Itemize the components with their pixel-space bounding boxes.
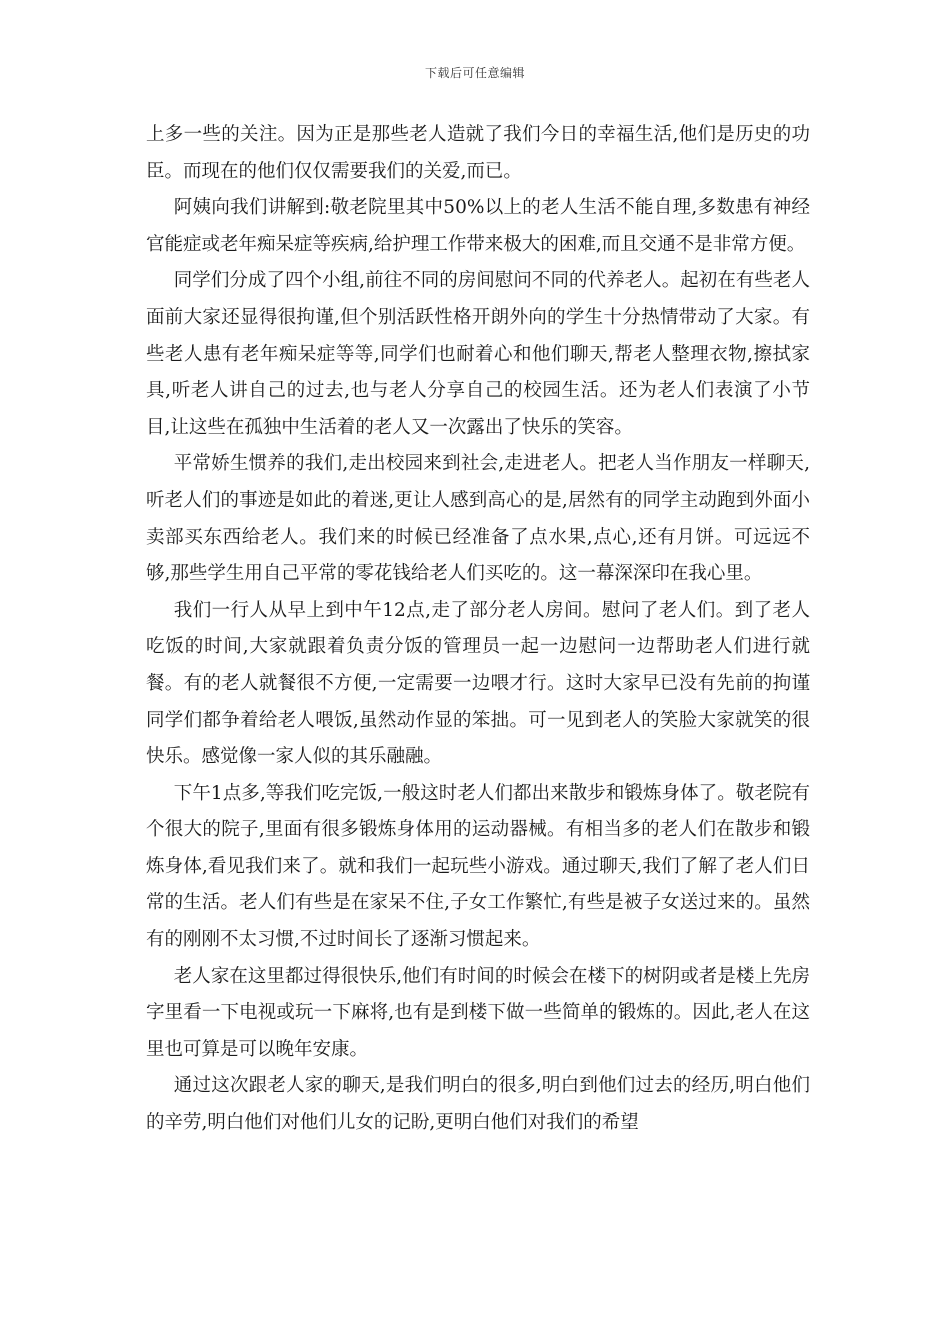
page-header: 下载后可任意编辑 bbox=[424, 66, 525, 80]
paragraph-6: 下午1点多,等我们吃完饭,一般这时老人们都出来散步和锻炼身体了。敬老院有个很大的院子,里面有很多锻炼身体用的运动器械。有相当多的老人们在散步和锻炼身体,看见我们来了。就和我们一起玩些小游戏。通过聊天,我们了解了老人们日常的生活。老人们有些是在家呆不住,子女工作繁忙,有些是被子女送过来的。虽然有的刚刚不太习惯,不过时间长了逐渐习惯起来。 bbox=[146, 782, 810, 951]
document-body bbox=[146, 117, 810, 1142]
paragraph-8: 通过这次跟老人家的聊天,是我们明白的很多,明白到他们过去的经历,明白他们的辛劳,明白他们对他们儿女的记盼,更明白他们对我们的希望 bbox=[146, 1075, 810, 1134]
paragraph-1: 上多一些的关注。因为正是那些老人造就了我们今日的幸福生活,他们是历史的功臣。而现在的他们仅仅需要我们的关爱,而已。 bbox=[146, 124, 810, 182]
paragraph-2: 阿姨向我们讲解到:敬老院里其中50%以上的老人生活不能自理,多数患有神经官能症或老年痴呆症等疾病,给护理工作带来极大的困难,而且交通不是非常方便。 bbox=[146, 197, 810, 255]
paragraph-5: 我们一行人从早上到中午12点,走了部分老人房间。慰问了老人们。到了老人吃饭的时间,大家就跟着负责分饭的管理员一起一边慰问一边帮助老人们进行就餐。有的老人就餐很不方便,一定需要一边喂才行。这时大家早已没有先前的拘谨同学们都争着给老人喂饭,虽然动作显的笨拙。可一见到老人的笑脸大家就笑的很快乐。感觉像一家人似的其乐融融。 bbox=[146, 599, 810, 768]
paragraph-4: 平常娇生惯养的我们,走出校园来到社会,走进老人。把老人当作朋友一样聊天,听老人们的事迹是如此的着迷,更让人感到高心的是,居然有的同学主动跑到外面小卖部买东西给老人。我们来的时候已经准备了点水果,点心,还有月饼。可远远不够,那些学生用自己平常的零花钱给老人们买吃的。这一幕深深印在我心里。 bbox=[146, 453, 810, 585]
paragraph-7: 老人家在这里都过得很快乐,他们有时间的时候会在楼下的树阴或者是楼上先房字里看一下电视或玩一下麻将,也有是到楼下做一些简单的锻炼的。因此,老人在这里也可算是可以晚年安康。 bbox=[146, 965, 810, 1060]
paragraph-3: 同学们分成了四个小组,前往不同的房间慰问不同的代养老人。起初在有些老人面前大家还显得很拘谨,但个别活跃性格开朗外向的学生十分热情带动了大家。有些老人患有老年痴呆症等等,同学们也耐着心和他们聊天,帮老人整理衣物,擦拭家具,听老人讲自己的过去,也与老人分享自己的校园生活。还为老人们表演了小节目,让这些在孤独中生活着的老人又一次露出了快乐的笑容。 bbox=[146, 270, 810, 438]
